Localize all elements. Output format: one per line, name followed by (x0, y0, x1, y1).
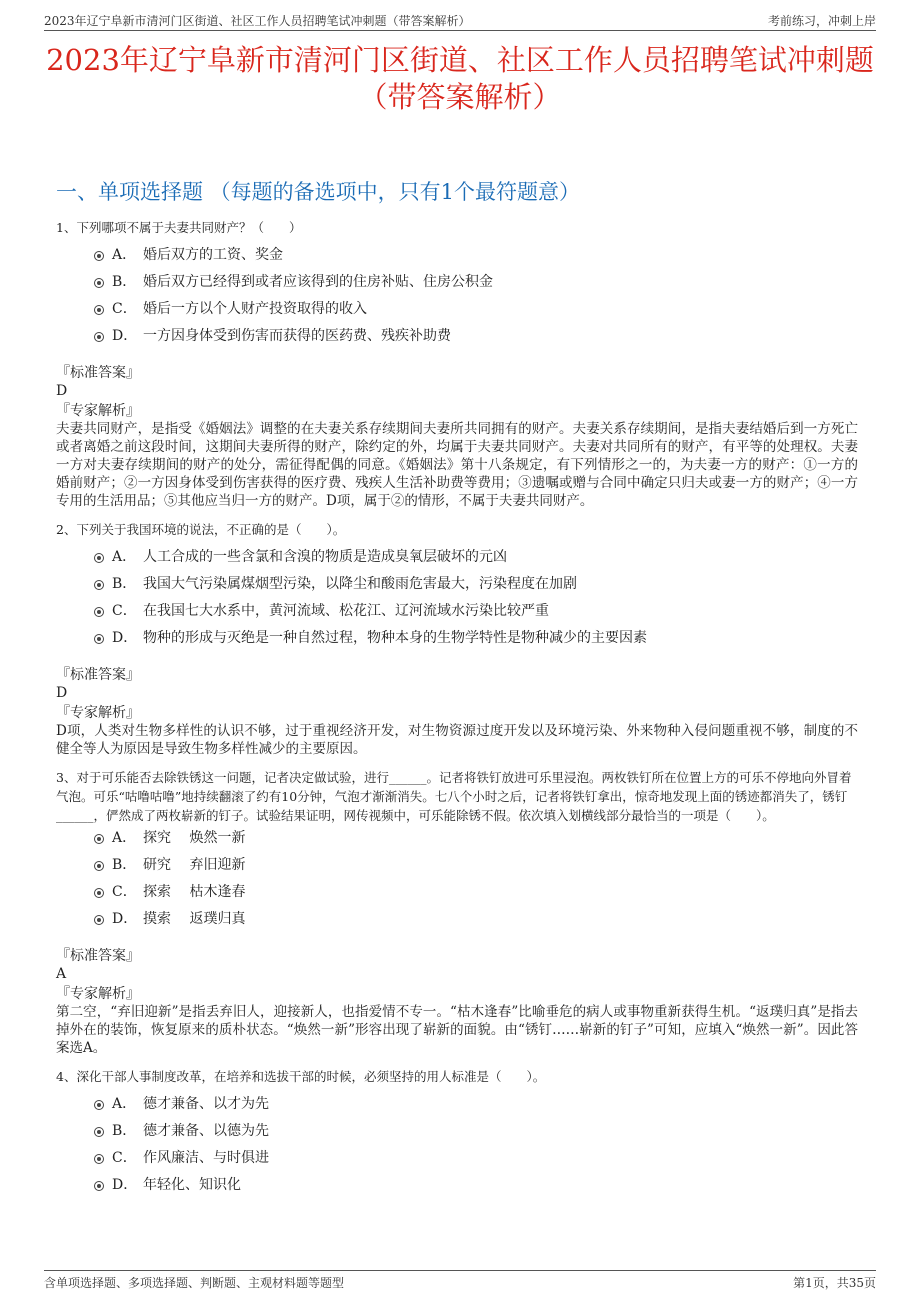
option-list (56, 242, 858, 350)
option-letter: A． (112, 1096, 137, 1112)
option-d[interactable] (94, 906, 858, 933)
analysis-label: 『专家解析』 (56, 986, 140, 1002)
option-a[interactable] (94, 1091, 858, 1118)
option-letter: D． (112, 911, 138, 927)
option-letter: B． (112, 1123, 137, 1139)
option-text: 研究 弃旧迎新 (143, 857, 246, 873)
answer-label: 『标准答案』 (56, 667, 140, 683)
option-c[interactable] (94, 296, 858, 323)
option-text: 人工合成的一些含氯和含溴的物质是造成臭氧层破坏的元凶 (143, 549, 507, 565)
option-a[interactable] (94, 544, 858, 571)
option-letter: C． (112, 1150, 137, 1166)
question-1 (56, 218, 858, 510)
option-b[interactable] (94, 571, 858, 598)
question-2 (56, 520, 858, 758)
option-letter: A． (112, 247, 137, 263)
radio-icon[interactable] (94, 834, 104, 844)
option-letter: B． (112, 274, 137, 290)
option-text: 物种的形成与灭绝是一种自然过程，物种本身的生物学特性是物种减少的主要因素 (143, 630, 647, 646)
radio-icon[interactable] (94, 1127, 104, 1137)
answer-value: D (56, 685, 68, 701)
option-letter: D． (112, 1177, 138, 1193)
radio-icon[interactable] (94, 634, 104, 644)
option-b[interactable] (94, 1118, 858, 1145)
option-list (56, 825, 858, 933)
radio-icon[interactable] (94, 251, 104, 261)
option-text: 一方因身体受到伤害而获得的医药费、残疾补助费 (143, 328, 451, 344)
page-header (44, 8, 876, 31)
answer-label: 『标准答案』 (56, 365, 140, 381)
option-c[interactable] (94, 879, 858, 906)
option-b[interactable] (94, 852, 858, 879)
answer-value: D (56, 383, 68, 399)
option-d[interactable] (94, 323, 858, 350)
radio-icon[interactable] (94, 888, 104, 898)
option-letter: A． (112, 830, 137, 846)
option-text: 我国大气污染属煤烟型污染，以降尘和酸雨危害最大，污染程度在加剧 (143, 576, 577, 592)
option-letter: B． (112, 857, 137, 873)
option-a[interactable] (94, 825, 858, 852)
page-number: 第1页，共35页 (793, 1276, 876, 1290)
footer-question-types: 含单项选择题、多项选择题、判断题、主观材料题等题型 (44, 1276, 345, 1290)
question-4 (56, 1067, 858, 1199)
question-stem: 2、下列关于我国环境的说法，不正确的是（ ）。 (56, 522, 346, 537)
answer-value: A (56, 966, 67, 982)
answer-block (56, 666, 858, 758)
option-a[interactable] (94, 242, 858, 269)
radio-icon[interactable] (94, 305, 104, 315)
radio-icon[interactable] (94, 332, 104, 342)
option-text: 年轻化、知识化 (143, 1177, 241, 1193)
radio-icon[interactable] (94, 553, 104, 563)
answer-label: 『标准答案』 (56, 948, 140, 964)
option-text: 在我国七大水系中，黄河流域、松花江、辽河流域水污染比较严重 (143, 603, 549, 619)
analysis-label: 『专家解析』 (56, 403, 140, 419)
option-text: 婚后双方已经得到或者应该得到的住房补贴、住房公积金 (143, 274, 493, 290)
option-letter: A． (112, 549, 137, 565)
option-text: 作风廉洁、与时俱进 (143, 1150, 269, 1166)
analysis-text: D项，人类对生物多样性的认识不够，过于重视经济开发，对生物资源过度开发以及环境污染、外来物种入侵问题重视不够，制度的不健全等人为原因是导致生物多样性减少的主要原因。 (56, 723, 858, 757)
answer-block (56, 947, 858, 1057)
option-d[interactable] (94, 625, 858, 652)
question-3 (56, 768, 858, 1057)
radio-icon[interactable] (94, 861, 104, 871)
option-d[interactable] (94, 1172, 858, 1199)
option-letter: D． (112, 630, 138, 646)
radio-icon[interactable] (94, 1181, 104, 1191)
option-letter: C． (112, 884, 137, 900)
radio-icon[interactable] (94, 580, 104, 590)
analysis-label: 『专家解析』 (56, 705, 140, 721)
option-text: 探索 枯木逢春 (143, 884, 246, 900)
question-stem: 1、下列哪项不属于夫妻共同财产？（ ） (56, 220, 302, 235)
question-list (56, 218, 858, 1209)
option-text: 婚后一方以个人财产投资取得的收入 (143, 301, 367, 317)
radio-icon[interactable] (94, 915, 104, 925)
radio-icon[interactable] (94, 607, 104, 617)
option-list (56, 544, 858, 652)
option-letter: C． (112, 603, 137, 619)
analysis-text: 第二空，“弃旧迎新”是指丢弃旧人，迎接新人，也指爱情不专一。“枯木逢春”比喻垂危的病人或事物重新获得生机。“返璞归真”是指去掉外在的装饰，恢复原来的质朴状态。“焕然一新”形容出现了崭新的面貌。由“锈钉……崭新的钉子”可知，应填入“焕然一新”。因此答案选A。 (56, 1004, 858, 1056)
option-text: 婚后双方的工资、奖金 (143, 247, 283, 263)
option-list (56, 1091, 858, 1199)
question-stem: 4、深化干部人事制度改革，在培养和选拔干部的时候，必须坚持的用人标准是（ ）。 (56, 1069, 546, 1084)
option-letter: B． (112, 576, 137, 592)
radio-icon[interactable] (94, 1100, 104, 1110)
option-letter: C． (112, 301, 137, 317)
option-text: 摸索 返璞归真 (143, 911, 246, 927)
option-text: 德才兼备、以才为先 (143, 1096, 269, 1112)
radio-icon[interactable] (94, 1154, 104, 1164)
option-c[interactable] (94, 1145, 858, 1172)
option-text: 探究 焕然一新 (143, 830, 246, 846)
page-footer (44, 1270, 876, 1295)
section-title: 一、单项选择题 （每题的备选项中，只有1个最符题意） (56, 180, 581, 204)
header-doc-title: 2023年辽宁阜新市清河门区街道、社区工作人员招聘笔试冲刺题（带答案解析） (44, 14, 471, 28)
question-stem: 3、对于可乐能否去除铁锈这一问题，记者决定做试验，进行______。记者将铁钉放进可乐里浸泡。两枚铁钉所在位置上方的可乐不停地向外冒着气泡。可乐“咕噜咕噜”地持续翻滚了约有10分钟，气泡才渐渐消失。七八个小时之后，记者将铁钉拿出，惊奇地发现上面的锈迹都消失了，锈钉______，俨然成了两枚崭新的钉子。试验结果证明，网传视频中，可乐能除锈不假。依次填入划横线部分最恰当的一项是（ ）。 (56, 770, 852, 823)
answer-block (56, 364, 858, 510)
analysis-text: 夫妻共同财产，是指受《婚姻法》调整的在夫妻关系存续期间夫妻所共同拥有的财产。夫妻关系存续期间，是指夫妻结婚后到一方死亡或者离婚之前这段时间，这期间夫妻所得的财产，除约定的外，均属于夫妻共同财产。夫妻对共同所有的财产，有平等的处理权。夫妻一方对夫妻存续期间的财产的处分，需征得配偶的同意。《婚姻法》第十八条规定，有下列情形之一的，为夫妻一方的财产：①一方的婚前财产；②一方因身体受到伤害获得的医疗费、残疾人生活补助费等费用；③遗嘱或赠与合同中确定只归夫或妻一方的财产；④一方专用的生活用品；⑤其他应当归一方的财产。D项，属于②的情形，不属于夫妻共同财产。 (56, 421, 858, 509)
option-b[interactable] (94, 269, 858, 296)
option-c[interactable] (94, 598, 858, 625)
document-title: 2023年辽宁阜新市清河门区街道、社区工作人员招聘笔试冲刺题（带答案解析） (46, 43, 874, 114)
header-slogan: 考前练习，冲刺上岸 (767, 14, 876, 28)
radio-icon[interactable] (94, 278, 104, 288)
option-letter: D． (112, 328, 138, 344)
option-text: 德才兼备、以德为先 (143, 1123, 269, 1139)
